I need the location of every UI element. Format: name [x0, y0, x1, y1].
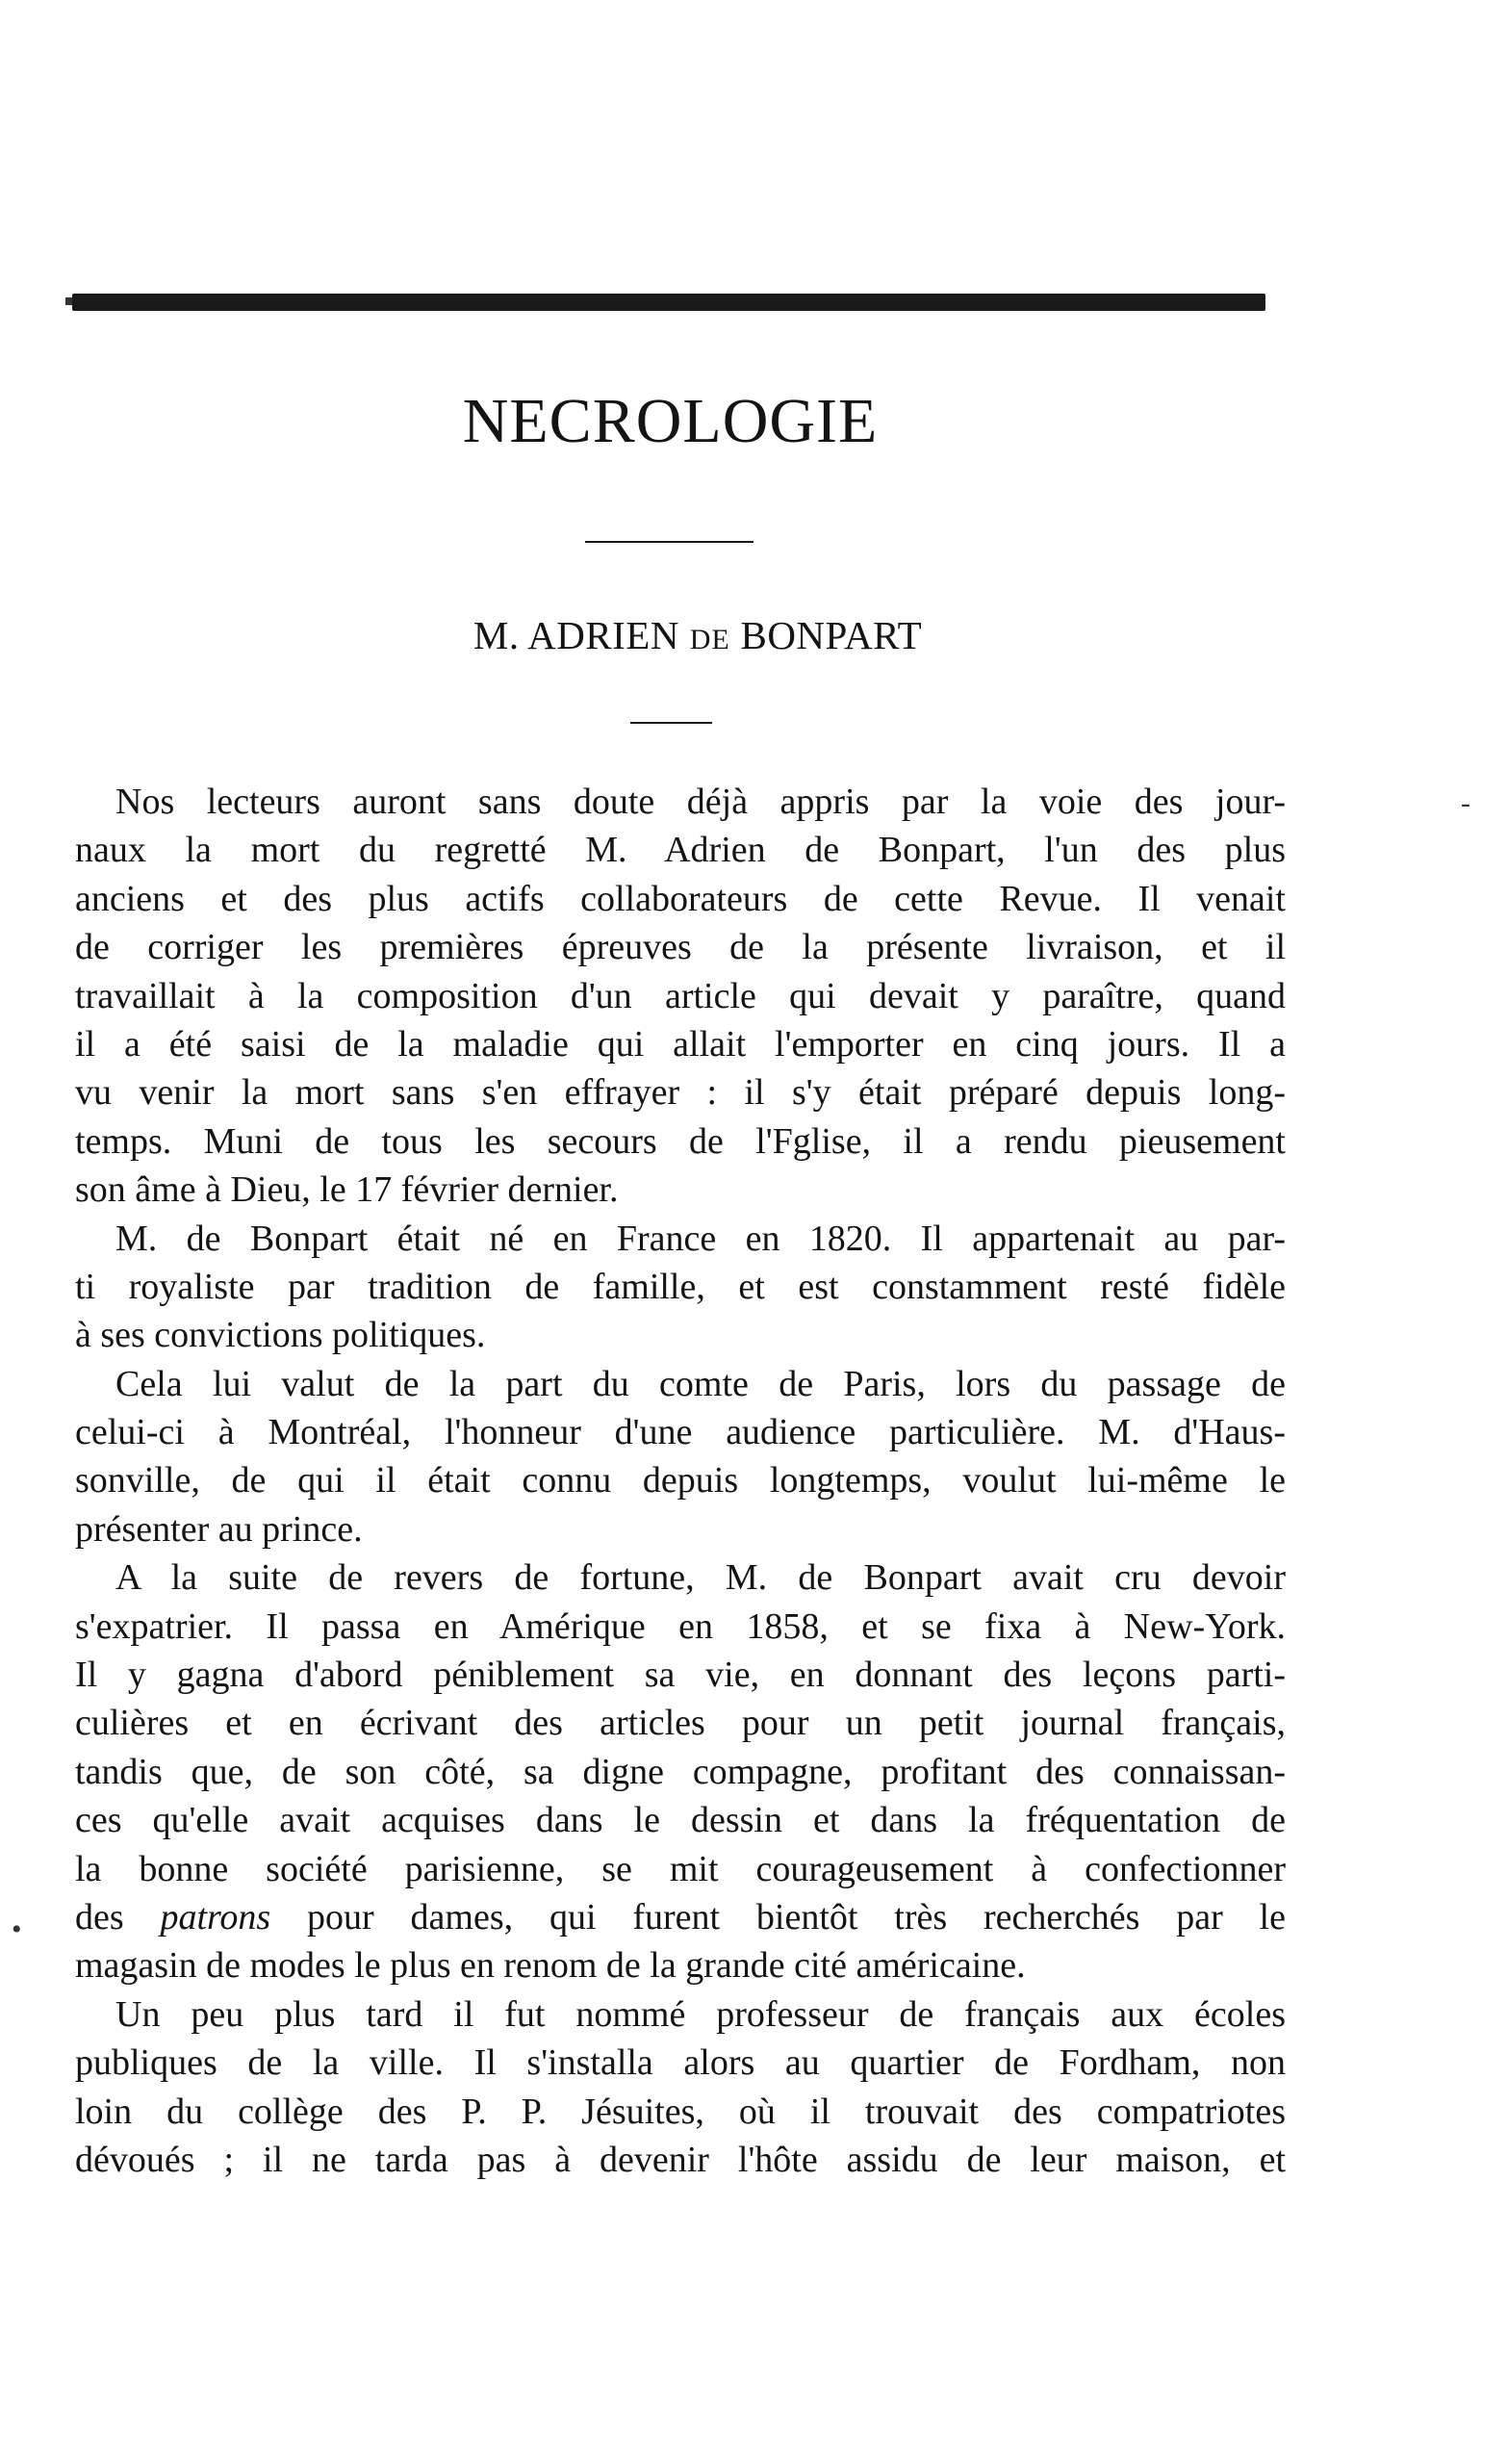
- subtitle-particle: DE: [689, 624, 730, 655]
- text-line: loin du collège des P. P. Jésuites, où il trouvait des compatriotes: [75, 2091, 1286, 2132]
- subtitle-surname: BONPART: [740, 613, 923, 657]
- text-line: vu venir la mort sans s'en effrayer : il s'y était préparé depuis long-: [75, 1072, 1286, 1114]
- text-line: ces qu'elle avait acquises dans le dessin et dans la fréquentation de: [75, 1800, 1286, 1841]
- text-line: présenter au prince.: [75, 1508, 363, 1550]
- text-line: il a été saisi de la maladie qui allait l'emporter en cinq jours. Il a: [75, 1023, 1286, 1065]
- text-line: anciens et des plus actifs collaborateurs de cette Revue. Il venait: [75, 878, 1286, 919]
- page-title: NECROLOGIE: [462, 386, 879, 456]
- article-subtitle: [409, 613, 986, 657]
- text-line: magasin de modes le plus en renom de la grande cité américaine.: [75, 1945, 1026, 1987]
- margin-mark-left: •: [12, 1913, 22, 1945]
- text-line: A la suite de revers de fortune, M. de Bonpart avait cru devoir: [115, 1557, 1286, 1599]
- text-line: [75, 1893, 1286, 1941]
- text-line: travaillait à la composition d'un article qui devait y paraître, quand: [75, 975, 1286, 1016]
- text-run: des: [75, 1896, 161, 1938]
- title-divider: [585, 541, 754, 543]
- text-line: Cela lui valut de la part du comte de Paris, lors du passage de: [115, 1363, 1286, 1404]
- text-line: tandis que, de son côté, sa digne compagne, profitant des connaissan-: [75, 1751, 1286, 1792]
- article-body: [75, 778, 1286, 2184]
- text-line: naux la mort du regretté M. Adrien de Bonpart, l'un des plus: [75, 830, 1286, 871]
- text-line: culières et en écrivant des articles pour un petit journal français,: [75, 1703, 1286, 1744]
- margin-mark-right: -: [1461, 787, 1470, 819]
- text-line: de corriger les premières épreuves de la présente livraison, et il: [75, 927, 1286, 968]
- text-line: M. de Bonpart était né en France en 1820. Il appartenait au par-: [115, 1218, 1286, 1259]
- header-rule: [72, 294, 1265, 311]
- text-line: son âme à Dieu, le 17 février dernier.: [75, 1169, 619, 1211]
- text-line: sonville, de qui il était connu depuis longtemps, voulut lui-même le: [75, 1460, 1286, 1502]
- text-line: publiques de la ville. Il s'installa alors au quartier de Fordham, non: [75, 2042, 1286, 2084]
- subtitle-divider: [630, 722, 712, 724]
- italic-word: patrons: [160, 1896, 271, 1938]
- text-run: pour dames, qui furent bientôt très recherchés par le: [270, 1896, 1286, 1938]
- text-line: dévoués ; il ne tarda pas à devenir l'hôte assidu de leur maison, et: [75, 2139, 1286, 2180]
- text-line: Nos lecteurs auront sans doute déjà appris par la voie des jour-: [115, 782, 1286, 822]
- text-line: Il y gagna d'abord péniblement sa vie, en donnant des leçons parti-: [75, 1655, 1286, 1696]
- text-line: Un peu plus tard il fut nommé professeur de français aux écoles: [115, 1993, 1286, 2035]
- subtitle-name: M. ADRIEN: [473, 613, 679, 657]
- text-line: celui-ci à Montréal, l'honneur d'une audience particulière. M. d'Haus-: [75, 1412, 1286, 1453]
- text-line: ti royaliste par tradition de famille, et est constamment resté fidèle: [75, 1266, 1286, 1307]
- text-line: s'expatrier. Il passa en Amérique en 1858, et se fixa à New-York.: [75, 1605, 1286, 1647]
- text-line: temps. Muni de tous les secours de l'Fglise, il a rendu pieusement: [75, 1120, 1286, 1162]
- text-line: à ses convictions politiques.: [75, 1315, 486, 1356]
- text-line: la bonne société parisienne, se mit courageusement à confectionner: [75, 1848, 1286, 1889]
